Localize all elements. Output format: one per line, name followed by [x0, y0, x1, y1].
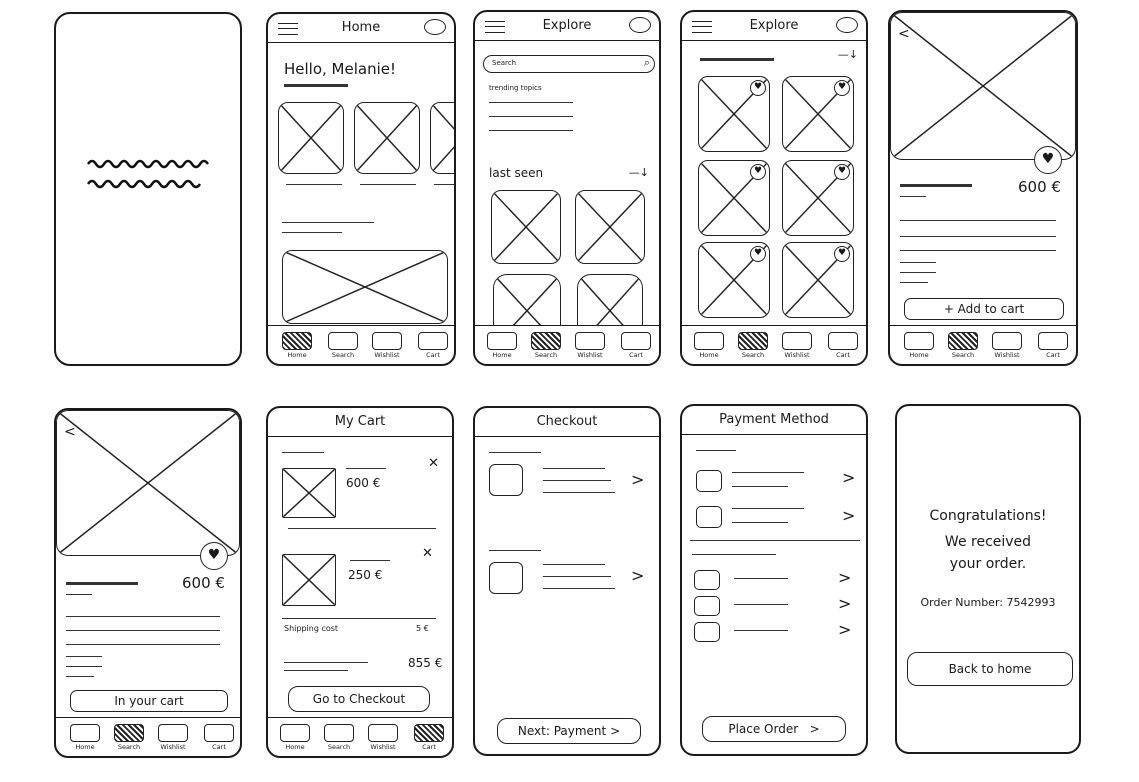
caption-line: [434, 184, 456, 185]
nav-home-label: Home: [285, 743, 305, 751]
congrats-line: We received: [944, 534, 1032, 550]
cart-icon: [204, 724, 234, 742]
address-line: [543, 468, 605, 469]
payment-option-line: [734, 604, 788, 605]
header: [475, 12, 659, 41]
checkout-screen: [473, 406, 661, 756]
nav-cart-label: Cart: [836, 351, 850, 359]
heart-icon[interactable]: ♥: [200, 542, 228, 570]
home-icon: [694, 332, 724, 350]
trending-item[interactable]: [489, 102, 573, 103]
delivery-line: [543, 576, 611, 577]
search-icon: [114, 724, 144, 742]
delivery-icon-box: [489, 562, 523, 594]
payment-method-screen: [680, 404, 868, 756]
detail-line: [66, 656, 102, 657]
trending-label: trending topics: [489, 84, 542, 92]
card-line: [732, 522, 788, 523]
search-input[interactable]: [483, 55, 655, 73]
nav-cart-label: Cart: [212, 743, 226, 751]
nav-home[interactable]: [694, 332, 724, 359]
home-icon: [904, 332, 934, 350]
address-line: [543, 492, 615, 493]
nav-wishlist[interactable]: [575, 332, 605, 359]
shipping-label: Shipping cost: [284, 624, 339, 633]
home-icon: [70, 724, 100, 742]
next-payment-button[interactable]: [497, 718, 641, 744]
cart-item-name-line: [346, 468, 386, 469]
chevron-right-icon[interactable]: >: [631, 566, 645, 585]
home-icon: [487, 332, 517, 350]
heart-icon[interactable]: ♥: [1034, 146, 1062, 174]
cart-icon: [418, 332, 448, 350]
back-icon[interactable]: <: [64, 424, 76, 440]
magnifier-icon: ⌕: [643, 56, 650, 69]
back-to-home-button[interactable]: Back to home: [907, 652, 1073, 686]
nav-wishlist-label: Wishlist: [374, 351, 400, 359]
description-line: [66, 644, 220, 645]
detail-line: [66, 676, 94, 677]
detail-line: [900, 272, 936, 273]
chevron-right-icon: >: [610, 724, 621, 738]
section-title-line: [282, 232, 342, 233]
chevron-right-icon[interactable]: >: [838, 568, 852, 587]
nav-wishlist[interactable]: [158, 724, 188, 751]
bottom-nav: [268, 325, 454, 364]
total-price: 855 €: [408, 656, 443, 670]
cart-item-image: [282, 554, 336, 606]
search-icon: [531, 332, 561, 350]
divider: [282, 618, 436, 619]
order-confirmation-screen: [895, 404, 1081, 754]
remove-item-icon[interactable]: ✕: [422, 546, 433, 561]
bottom-nav: [56, 717, 240, 756]
search-placeholder: Search: [492, 59, 517, 67]
nav-cart[interactable]: [1038, 332, 1068, 359]
chevron-right-icon[interactable]: >: [838, 594, 852, 613]
heart-icon[interactable]: ♥: [750, 80, 766, 96]
nav-cart[interactable]: [828, 332, 858, 359]
cart-item-price: 600 €: [346, 476, 381, 490]
greeting-underline: [284, 84, 348, 87]
congrats-line: your order.: [949, 556, 1027, 572]
cart-screen: [266, 406, 454, 758]
description-line: [66, 630, 220, 631]
header: [268, 408, 452, 437]
heart-icon: [992, 332, 1022, 350]
search-icon: [328, 332, 358, 350]
nav-search[interactable]: [531, 332, 561, 359]
nav-wishlist-label: Wishlist: [994, 351, 1020, 359]
card-option-box[interactable]: [696, 506, 722, 528]
card-line: [732, 486, 788, 487]
payment-option-line: [734, 578, 788, 579]
nav-cart-label: Cart: [426, 351, 440, 359]
nav-home[interactable]: [904, 332, 934, 359]
search-icon: [948, 332, 978, 350]
sort-arrow-icon[interactable]: —↓: [837, 48, 858, 61]
payment-option-box[interactable]: [694, 622, 720, 642]
category-title-line: [700, 58, 774, 61]
nav-cart[interactable]: [204, 724, 234, 751]
nav-search[interactable]: [324, 724, 354, 751]
splash-screen: [54, 12, 242, 366]
nav-cart-label: Cart: [1046, 351, 1060, 359]
payment-option-line: [734, 630, 788, 631]
product-price: 600 €: [182, 574, 225, 592]
payment-option-box[interactable]: [694, 596, 720, 616]
detail-line: [900, 262, 936, 263]
cart-item-price: 250 €: [348, 568, 383, 582]
trending-item[interactable]: [489, 116, 573, 117]
nav-home-label: Home: [909, 351, 929, 359]
nav-wishlist[interactable]: [992, 332, 1022, 359]
nav-search[interactable]: [328, 332, 358, 359]
detail-line: [66, 666, 102, 667]
nav-cart-label: Cart: [629, 351, 643, 359]
shipping-value: 5 €: [416, 624, 429, 633]
nav-search[interactable]: [114, 724, 144, 751]
product-subline: [900, 196, 926, 197]
heart-icon: [575, 332, 605, 350]
product-image: [56, 410, 240, 556]
home-icon: [282, 332, 312, 350]
card-line: [732, 508, 804, 509]
nav-home[interactable]: [70, 724, 100, 751]
carousel-item[interactable]: [278, 102, 344, 174]
product-name-line: [900, 184, 972, 187]
payment-option-box[interactable]: [694, 570, 720, 590]
nav-cart-label: Cart: [422, 743, 436, 751]
bottom-nav: [268, 717, 452, 756]
heart-icon[interactable]: ♥: [750, 246, 766, 262]
caption-line: [286, 184, 342, 185]
greeting: Hello, Melanie!: [284, 60, 397, 78]
nav-home-label: Home: [287, 351, 307, 359]
nav-home[interactable]: [282, 332, 312, 359]
description-line: [900, 220, 1056, 221]
section-title-line: [282, 222, 374, 223]
order-number: Order Number: 7542993: [920, 596, 1056, 609]
page-title: Payment Method: [719, 412, 829, 427]
back-icon[interactable]: <: [898, 26, 910, 42]
next-payment-label: Next: Payment: [517, 724, 607, 738]
page-title: My Cart: [334, 414, 386, 429]
product-in-cart-screen: [54, 408, 242, 758]
explore-grid-screen: [680, 10, 868, 366]
detail-line: [900, 282, 928, 283]
heart-icon: [782, 332, 812, 350]
header: [682, 12, 866, 41]
nav-cart[interactable]: [621, 332, 651, 359]
description-line: [900, 236, 1056, 237]
nav-search-label: Search: [117, 743, 141, 751]
bottom-nav: [890, 325, 1076, 364]
delivery-line: [543, 564, 605, 565]
nav-wishlist[interactable]: [782, 332, 812, 359]
nav-home-label: Home: [492, 351, 512, 359]
header: [682, 406, 866, 435]
page-title: Explore: [542, 18, 592, 33]
carousel-item[interactable]: [354, 102, 420, 174]
address-line: [543, 480, 611, 481]
section-line: [696, 450, 736, 451]
total-label-line: [284, 670, 348, 671]
section-line: [282, 452, 324, 453]
add-to-cart-button[interactable]: + Add to cart: [904, 298, 1064, 320]
heart-icon: [372, 332, 402, 350]
avatar[interactable]: [629, 17, 651, 33]
heart-icon[interactable]: ♥: [750, 164, 766, 180]
nav-search[interactable]: [738, 332, 768, 359]
product-subline: [66, 594, 92, 595]
card-line: [732, 472, 804, 473]
nav-search-label: Search: [331, 351, 355, 359]
search-icon: [324, 724, 354, 742]
section-line: [489, 452, 541, 453]
page-title: Home: [341, 20, 381, 35]
cart-item-image: [282, 468, 336, 518]
nav-home[interactable]: [487, 332, 517, 359]
cart-icon: [828, 332, 858, 350]
card-option-box[interactable]: [696, 470, 722, 492]
avatar[interactable]: [424, 19, 446, 35]
nav-search-label: Search: [534, 351, 558, 359]
caption-line: [360, 184, 416, 185]
last-seen-item[interactable]: [575, 190, 645, 264]
header: [268, 14, 454, 43]
nav-wishlist-label: Wishlist: [784, 351, 810, 359]
heart-icon[interactable]: ♥: [834, 246, 850, 262]
page-title: Explore: [749, 18, 799, 33]
nav-wishlist-label: Wishlist: [160, 743, 186, 751]
divider: [288, 528, 436, 529]
bottom-nav: [475, 325, 659, 364]
nav-search-label: Search: [951, 351, 975, 359]
cart-icon: [621, 332, 651, 350]
delivery-line: [543, 588, 615, 589]
home-icon: [280, 724, 310, 742]
nav-search-label: Search: [741, 351, 765, 359]
congrats-line: Congratulations!: [929, 508, 1047, 524]
nav-wishlist-label: Wishlist: [370, 743, 396, 751]
chevron-right-icon: >: [809, 722, 820, 736]
chevron-right-icon[interactable]: >: [842, 506, 856, 525]
section-line: [692, 554, 776, 555]
nav-cart[interactable]: [418, 332, 448, 359]
total-label-line: [284, 662, 368, 663]
cart-icon: [414, 724, 444, 742]
place-order-button[interactable]: [702, 716, 846, 742]
heart-icon[interactable]: ♥: [834, 164, 850, 180]
go-to-checkout-button[interactable]: Go to Checkout: [288, 686, 430, 712]
carousel-item[interactable]: [430, 102, 456, 174]
product-image: [890, 12, 1076, 160]
nav-search[interactable]: [948, 332, 978, 359]
header: [475, 408, 659, 437]
product-price: 600 €: [1018, 178, 1061, 196]
heart-icon: [158, 724, 188, 742]
sort-arrow-icon[interactable]: —↓: [628, 166, 649, 179]
cart-icon: [1038, 332, 1068, 350]
nav-search-label: Search: [327, 743, 351, 751]
divider: [690, 540, 860, 541]
address-icon-box: [489, 464, 523, 496]
scribble-logo: [86, 154, 216, 194]
chevron-right-icon[interactable]: >: [842, 468, 856, 487]
section-line: [489, 550, 541, 551]
banner-image[interactable]: [282, 250, 448, 324]
explore-search-screen: [473, 10, 661, 366]
nav-home[interactable]: [280, 724, 310, 751]
nav-home-label: Home: [75, 743, 95, 751]
description-line: [900, 250, 1056, 251]
chevron-right-icon[interactable]: >: [631, 470, 645, 489]
last-seen-item[interactable]: [491, 190, 561, 264]
search-icon: [738, 332, 768, 350]
product-name-line: [66, 582, 138, 585]
product-detail-screen: [888, 10, 1078, 366]
page-title: Checkout: [536, 414, 598, 429]
cart-item-name-line: [350, 560, 390, 561]
in-your-cart-button[interactable]: In your cart: [70, 690, 228, 712]
chevron-right-icon[interactable]: >: [838, 620, 852, 639]
nav-home-label: Home: [699, 351, 719, 359]
nav-wishlist[interactable]: [372, 332, 402, 359]
heart-icon[interactable]: ♥: [834, 80, 850, 96]
heart-icon: [368, 724, 398, 742]
nav-cart[interactable]: [414, 724, 444, 751]
place-order-label: Place Order: [728, 722, 799, 736]
trending-item[interactable]: [489, 130, 573, 131]
nav-wishlist-label: Wishlist: [577, 351, 603, 359]
nav-wishlist[interactable]: [368, 724, 398, 751]
avatar[interactable]: [836, 17, 858, 33]
bottom-nav: [682, 325, 866, 364]
remove-item-icon[interactable]: ✕: [428, 456, 439, 471]
home-screen: [266, 12, 456, 366]
last-seen-label: last seen: [489, 166, 544, 180]
description-line: [66, 616, 220, 617]
